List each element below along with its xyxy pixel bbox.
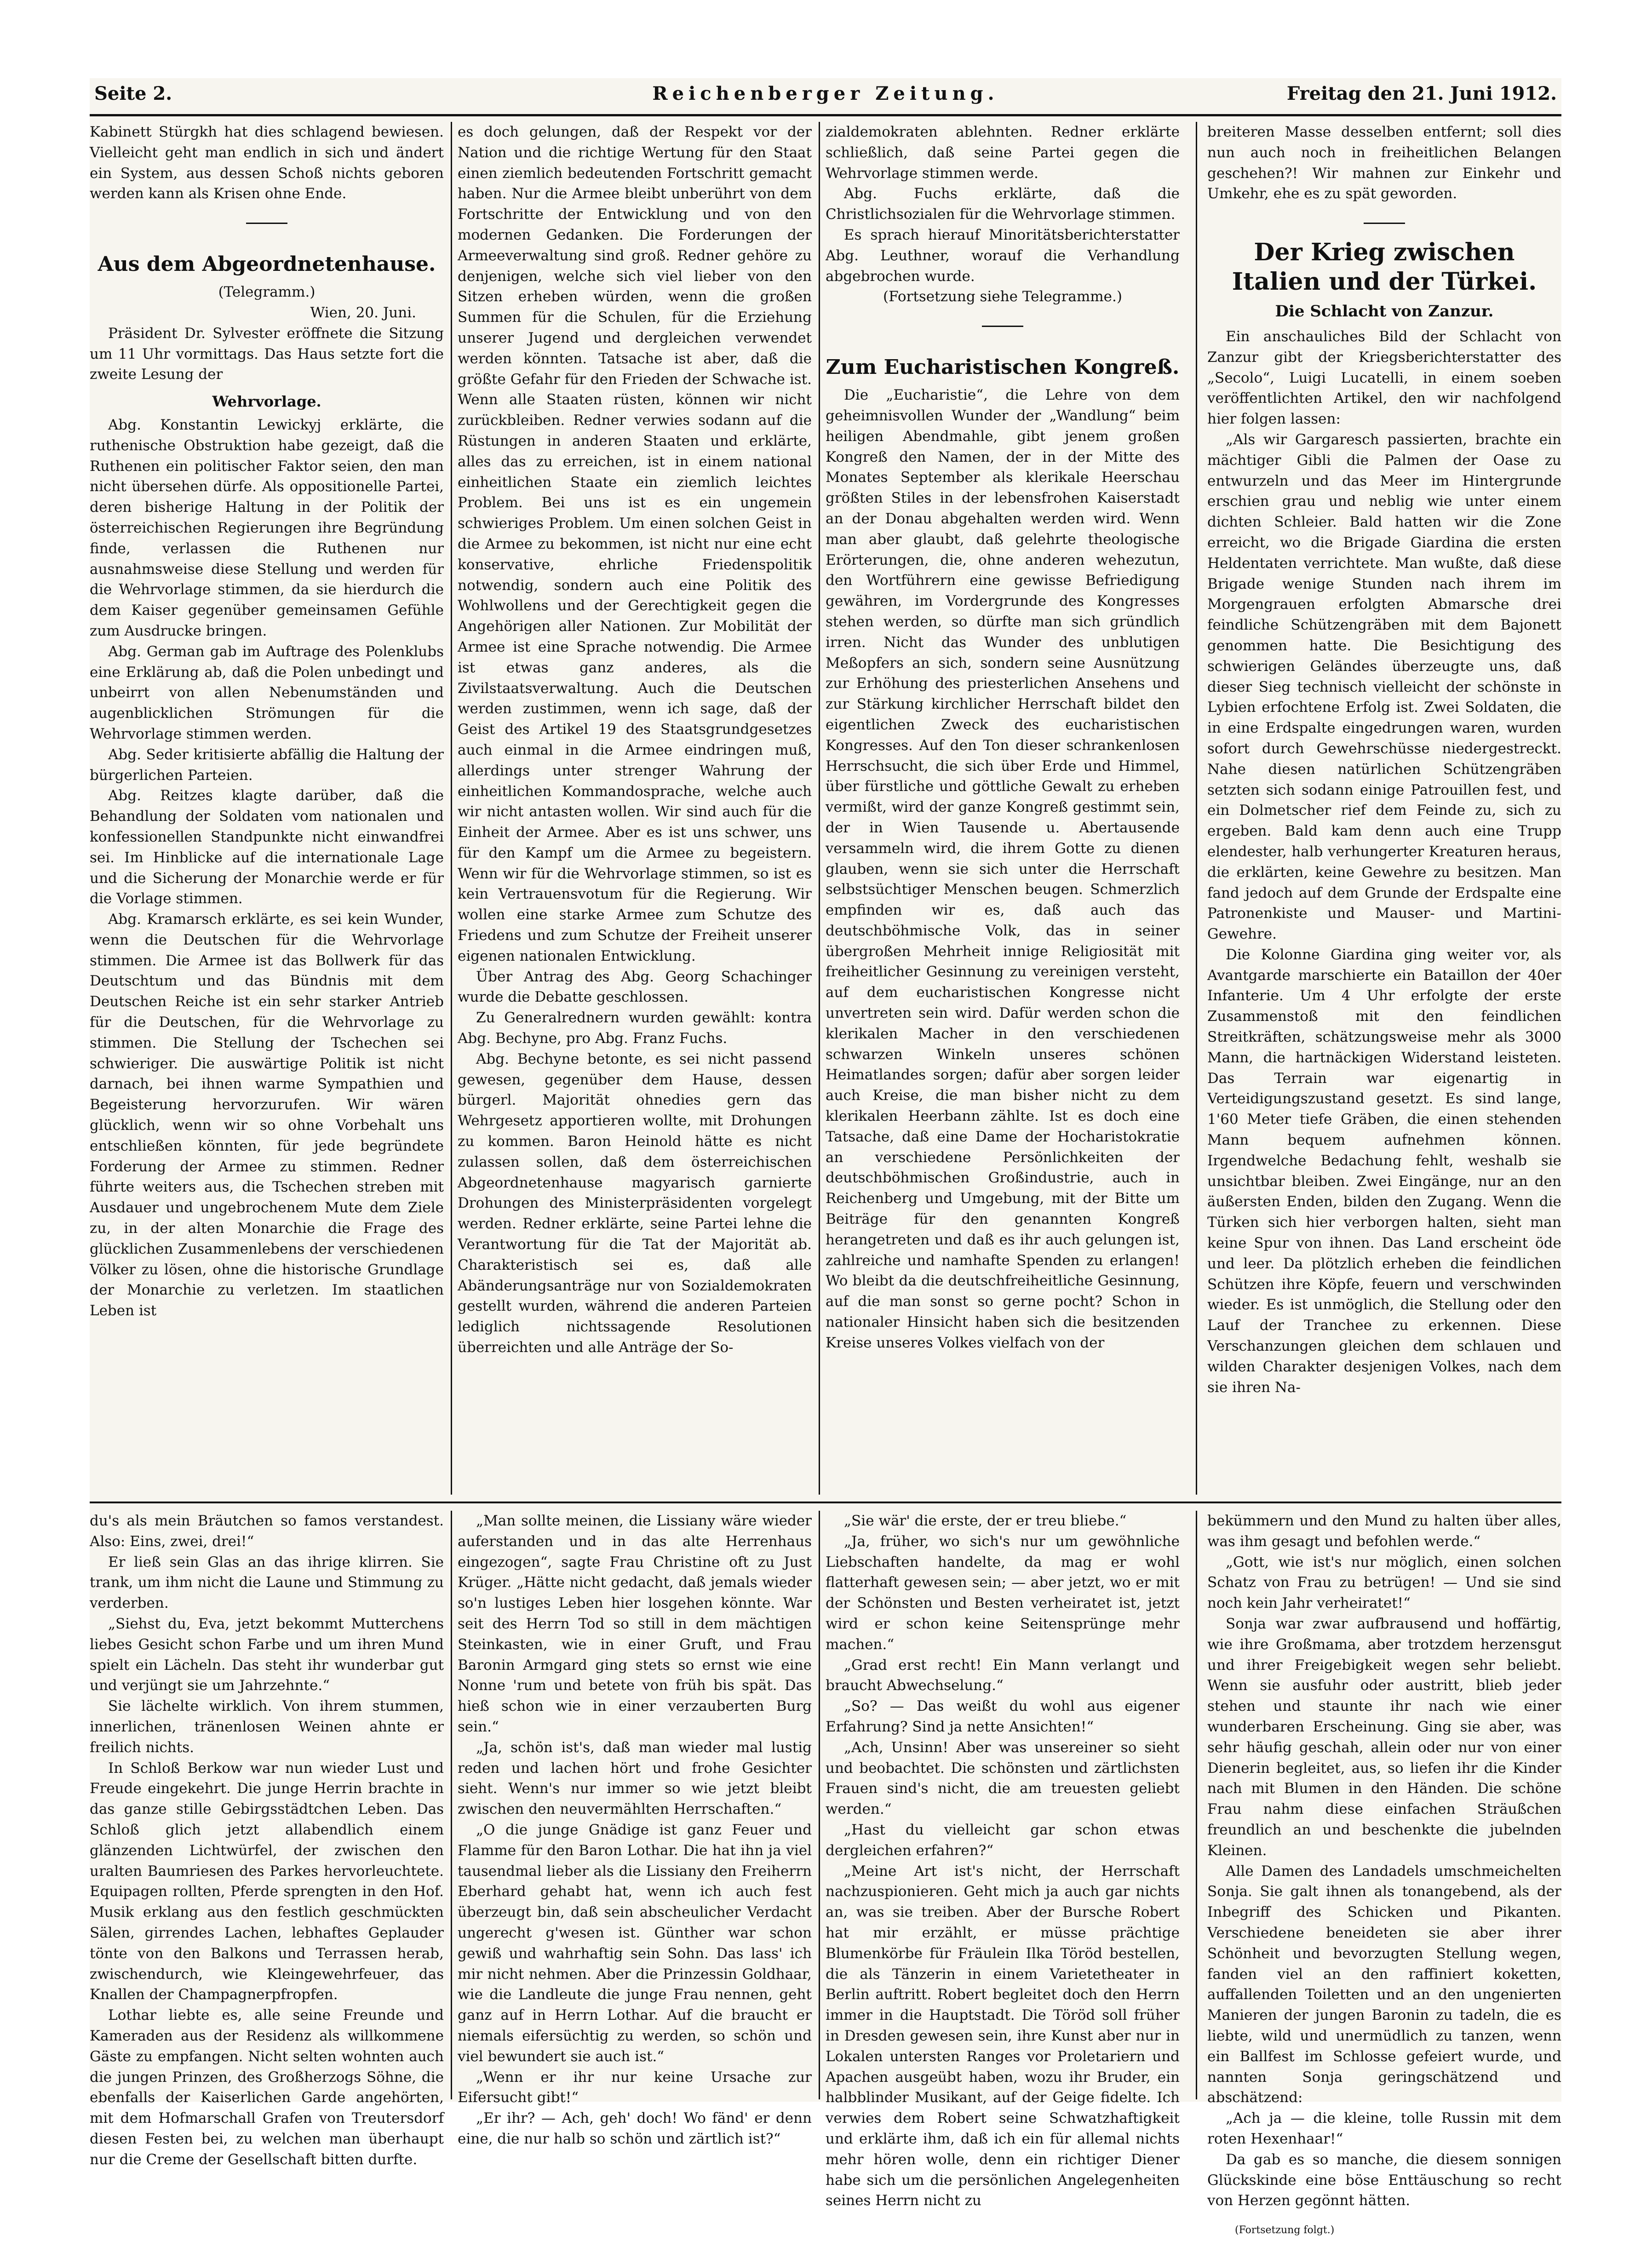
paragraph: Abg. Fuchs erklärte, daß die Christlichsozialen für die Wehrvorlage stimmen.	[826, 185, 1180, 223]
article-heading-congress: Zum Eucharistischen Kongreß.	[826, 355, 1180, 379]
paragraph: Es sprach hierauf Minoritätsberichterstatter Abg. Leuthner, worauf die Verhandlung abgebrochen wurde.	[826, 226, 1180, 285]
paragraph: Abg. German gab im Auftrage des Polenklubs eine Erklärung ab, daß die Polen unbedingt und unbeirrt von allen Nebenumständen und augenblicklichen Strömungen für die Wehrvorlage stimmen werden.	[90, 643, 444, 742]
continuation-note: (Fortsetzung folgt.)	[1235, 2224, 1335, 2236]
paragraph: „So? — Das weißt du wohl aus eigener Erfahrung? Sind ja nette Ansichten!“	[826, 1698, 1180, 1735]
header-rule	[90, 114, 1561, 116]
section-rule	[1364, 223, 1405, 224]
paragraph: Lothar liebte es, alle seine Freunde und Kameraden aus der Residenz als willkommene Gäste zu empfangen. Nicht selten wohnten auch die jungen Prinzen, des Großherzogs Söhne, die ebenfalls der Kaiserlichen Garde angehörten, mit dem Hofmarschall Grafen von Treutersdorf diesen Festen bei, zu welchen man überhaupt nur die Creme der Gesellschaft bitten durfte.	[90, 2007, 444, 2168]
paragraph: Abg. Bechyne betonte, es sei nicht passend gewesen, gegenüber dem Hause, dessen bürgerl. Majorität ohnedies gern das Wehrgesetz apportieren wollte, mit Drohungen zu kommen. Baron Heinold hätte es nicht zulassen sollen, daß dem österreichischen Abgeordnetenhause magyarisch garnierte Drohungen des Ministerpräsidenten vorgelegt werden. Redner erklärte, seine Partei lehne die Verantwortung für die Tat der Majorität ab. Charakteristisch sei es, daß alle Abänderungsanträge nur von Sozialdemokraten gestellt wurden, während die anderen Parteien lediglich nichtssagende Resolutionen überreichten und alle Anträge der So-	[458, 1050, 812, 1356]
paragraph: „Er ihr? — Ach, geh' doch! Wo fänd' er denn eine, die nur halb so schön und zärtlich ist?“	[458, 2110, 812, 2147]
article-heading-war: Der Krieg zwischen Italien und der Türkei.	[1232, 238, 1537, 296]
paragraph: „Grad erst recht! Ein Mann verlangt und braucht Abwechselung.“	[826, 1656, 1180, 1694]
paragraph: Abg. Reitzes klagte darüber, daß die Behandlung der Soldaten vom nationalen und konfessionellen Standpunkte nicht einwandfrei sei. Im Hinblicke auf die internationale Lage und die Sicherung der Monarchie werde er für die Vorlage stimmen.	[90, 787, 444, 907]
feuilleton-column-4	[1207, 1511, 1561, 2236]
paragraph: „Als wir Gargaresch passierten, brachte ein mächtiger Gibli die Palmen der Oase zu entwurzeln und das Meer im Hintergrunde erschien grau und neblig wie unter einem dichten Schleier. Bald hatten wir die Zone erreicht, wo die Brigade Giardina die ersten Heldentaten verrichtete. Man wußte, daß diese Brigade wenige Stunden nach ihrem im Morgengrauen erfolgten Abmarsche drei feindliche Schützengräben mit dem Bajonett genommen hatte. Die Besichtigung des schwierigen Geländes überzeugte uns, daß dieser Sieg technisch vielleicht der schönste in Lybien erfochtene Erfolg ist. Zwei Soldaten, die in eine Erdspalte eingedrungen waren, wurden sofort durch Gewehrschüsse niedergestreckt. Nahe diesen natürlichen Schützengräben setzten sich sodann einige Patrouillen fest, und ein Dolmetscher rief dem Feinde zu, sich zu ergeben. Bald kam denn auch eine Trupp elendester, halb verhungerter Kreaturen heraus, die erklärten, keine Gewehre zu besitzen. Man fand jedoch auf dem Grunde der Erdspalte eine Patronenkiste und Mauser- und Martini-Gewehre.	[1207, 431, 1561, 943]
paragraph: breiteren Masse desselben entfernt; soll dies nun auch noch in freiheitlichen Belangen geschehen?! Wir mahnen zur Einkehr und Umkehr, ehe es zu spät geworden.	[1207, 124, 1561, 202]
feuilleton-rule	[90, 1502, 1561, 1503]
paragraph: Da gab es so manche, die diesem sonnigen Glückskinde eine böse Enttäuschung so recht von Herzen gegönnt hätten.	[1207, 2151, 1561, 2209]
paragraph: zialdemokraten ablehnten. Redner erklärte schließlich, daß seine Partei gegen die Wehrvorlage stimmen werde.	[826, 124, 1180, 182]
paragraph: „Ja, schön ist's, daß man wieder mal lustig reden und lachen hört und frohe Gesichter sieht. Wenn's nur immer so wie jetzt bleibt zwischen den neuvermählten Herrschaften.“	[458, 1739, 812, 1818]
paragraph: „Sie wär' die erste, der er treu bliebe.“	[844, 1513, 1127, 1529]
newspaper-page	[90, 78, 1561, 2236]
paragraph: In Schloß Berkow war nun wieder Lust und Freude eingekehrt. Die junge Herrin brachte in das ganze stille Gebirgsstädtchen Leben. Das Schloß glich jetzt allabendlich einem glänzenden Lichtwürfel, der zwischen den uralten Baumriesen des Parkes hervorleuchtete. Equipagen rollten, Pferde sprengten in den Hof. Musik erklang aus den festlich geschmückten Sälen, girrendes Lachen, lebhaftes Geplauder tönte von den Balkons und Terrassen herab, zwischendurch, wie Kleingewehrfeuer, das Knallen der Champagnerpfropfen.	[90, 1760, 444, 2003]
column-divider	[819, 122, 820, 1495]
paragraph: Die „Eucharistie“, die Lehre von dem geheimnisvollen Wunder der „Wandlung“ beim heiligen Abendmahle, gibt jenem großen Kongreß den Namen, der in der Mitte des Monates September als klerikale Heerschau größten Stiles in der lebensfrohen Kaiserstadt an der Donau abgehalten werden wird. Wenn man aber glaubt, daß gelehrte theologische Erörterungen, die, ohne anderen wehezutun, den Wortführern eine gewisse Befriedigung gewähren, im Vordergrunde des Kongresses stehen werden, so dürfte man sich gründlich irren. Nicht das Wunder des unblutigen Meßopfers an sich, sondern seine Ausnützung zur Erhöhung des priesterlichen Ansehens und zur Stärkung kirchlicher Herrschaft bildet den eigentlichen Zweck des eucharistischen Kongresses. Auf den Ton dieser schrankenlosen Herrschsucht, die sich über Erde und Himmel, über fürstliche und göttliche Gewalt zu erheben vermißt, wird der ganze Kongreß gestimmt sein, der in Wien Tausende u. Abertausende versammeln wird, die ihrem Gotte zu dienen glauben, wenn sie sich unter die Herrschaft selbstsüchtiger Menschen beugen. Schmerzlich empfinden wir es, daß auch das deutschböhmische Volk, das in seiner übergroßen Mehrheit innige Religiosität mit freiheitlicher Gesinnung zu vereinigen versteht, auf dem eucharistischen Kongresse nicht unvertreten sein wird. Dafür werden schon die klerikalen Macher in den verschiedenen schwarzen Winkeln unseres schönen Heimatlandes sorgen; dafür aber sorgen leider auch Kreise, die man bisher nicht zu dem klerikalen Heerbann zählte. Ist es doch eine Tatsache, daß eine Dame der Hocharistokratie an verschiedene Persönlichkeiten der deutschböhmischen Großindustrie, auch in Reichenberg und Umgebung, mit der Bitte um Beiträge für den genannten Kongreß herangetreten und daß es ihr auch gelungen ist, zahlreiche und namhafte Spenden zu erlangen! Wo bleibt da die deutschfreiheitliche Gesinnung, auf die man sonst so gerne pocht? Schon in nationaler Hinsicht haben sich die besitzenden Kreise unseres Volkes vielfach von der	[826, 387, 1180, 1351]
column-2	[458, 122, 812, 1495]
column-divider	[1196, 1511, 1197, 2099]
paragraph: Die Kolonne Giardina ging weiter vor, als Avantgarde marschierte ein Bataillon der 40er Infanterie. Um 4 Uhr erfolgte der erste Zusammenstoß mit den feindlichen Streitkräften, schätzungsweise mehr als 3000 Mann, die hartnäckigen Widerstand leisteten. Das Terrain war eigenartig in Verteidigungszustand gesetzt. Es sind lange, 1'60 Meter tiefe Gräben, die einen stehenden Mann bequem aufnehmen können. Irgendwelche Bedachung fehlt, weshalb sie unsichtbar bleiben. Zwei Eingänge, nur an den äußersten Enden, bilden den Zugang. Wenn die Türken sich hier verborgen halten, sieht man keine Spur von ihnen. Das Land erscheint öde und leer. Da plötzlich erheben die feindlichen Schützen ihre Köpfe, feuern und verschwinden wieder. Es ist unmöglich, die Stellung oder den Lauf der Tranchee zu erkennen. Diese Verschanzungen gleichen dem schlauen und wilden Charakter desjenigen Volkes, nach dem sie ihren Na-	[1207, 946, 1561, 1396]
feuilleton-column-3	[826, 1511, 1180, 2209]
column-divider	[451, 1511, 452, 2099]
paragraph: „O die junge Gnädige ist ganz Feuer und Flamme für den Baron Lothar. Die hat ihn ja viel tausendmal lieber als die Lissiany den Freiherrn Eberhard gehabt hat, wenn ich auch fest überzeugt bin, daß sein abscheulicher Verdacht ungerecht g'wesen ist. Günther war schon gewiß und wahrhaftig sein Sohn. Das lass' ich mir nicht nehmen. Aber die Prinzessin Goldhaar, wie die Landleute die junge Frau nennen, geht ganz auf in Herrn Lothar. Auf die braucht er niemals eifersüchtig zu werden, so schön und viel bewundert sie auch ist.“	[458, 1821, 812, 2065]
section-rule	[246, 223, 287, 224]
paragraph: bekümmern und den Mund zu halten über alles, was ihm gesagt und befohlen werde.“	[1207, 1513, 1561, 1550]
paragraph: Alle Damen des Landadels umschmeichelten Sonja. Sie galt ihnen als tonangebend, als der Inbegriff des Schicken und Pikanten. Verschiedene beneideten sie aber ihrer Schönheit und bevorzugten Stellung wegen, fanden viel an den raffiniert koketten, auffallenden Toiletten und an den ungenierten Manieren der jungen Baronin zu tadeln, die es liebte, wild und unermüdlich zu tanzen, wenn ein Ballfest im Schlosse gefeiert wurde, und nannten Sonja geringschätzend und abschätzend:	[1207, 1863, 1561, 2106]
paragraph: Ein anschauliches Bild der Schlacht von Zanzur gibt der Kriegsberichterstatter des „Secolo“, Luigi Lucatelli, in einem soeben veröffentlichten Artikel, den wir nachfolgend hier folgen lassen:	[1207, 328, 1561, 428]
column-divider	[451, 122, 452, 1495]
masthead	[90, 83, 1561, 115]
paragraph: „Gott, wie ist's nur möglich, einen solchen Schatz von Frau zu betrügen! — Und sie sind noch kein Jahr verheiratet!“	[1207, 1553, 1561, 1612]
paragraph: du's als mein Bräutchen so famos verstandest. Also: Eins, zwei, drei!“	[90, 1513, 444, 1550]
paragraph: es doch gelungen, daß der Respekt vor der Nation und die richtige Wertung für den Staat einen ziemlich bedeutenden Fortschritt gemacht haben. Nur die Armee bleibt unberührt von dem Fortschritte der Entwicklung und von den modernen Gedanken. Die Forderungen der Armeeverwaltung sind groß. Redner gehöre zu denjenigen, welche sich viel lieber von den Sitzen erheben würden, wenn die großen Summen für die Schulen, für die Erziehung unserer Jugend und dergleichen verwendet werden könnten. Tatsache ist aber, daß die größte Gefahr für den Frieden der Schwache ist. Wenn alle Staaten rüsten, können wir nicht zurückbleiben. Redner verwies sodann auf die Rüstungen in anderen Staaten und erklärte, alles das zu erreichen, ist in einem national einheitlichen Staate ein ziemlich leichtes Problem. Bei uns ist es ein ungemein schwieriges Problem. Um einen solchen Geist in die Armee zu bekommen, ist nicht nur eine echt konservative, ehrliche Friedenspolitik notwendig, sondern auch eine Politik des Wohlwollens und der Gerechtigkeit gegen die Angehörigen aller Nationen. Zur Mobilität der Armee ist eine Sprache notwendig. Die Armee ist etwas ganz anderes, als die Zivilstaatsverwaltung. Auch die Deutschen werden zustimmen, wenn ich sage, daß der Geist des Artikel 19 des Staatsgrundgesetzes auch einmal in die Armee eindringen muß, allerdings unter strenger Wahrung der einheitlichen Kommandosprache, welche auch wir nicht antasten wollen. Wir sind auch für die Einheit der Armee. Aber es ist uns schwer, uns für den Kampf um die Armee zu begeistern. Wenn wir für die Wehrvorlage stimmen, so ist es kein Vertrauensvotum für die Regierung. Wir wollen eine starke Armee zum Schutze des Friedens und zum Schutze der Freiheit unserer eigenen nationalen Entwicklung.	[458, 124, 812, 964]
paragraph: Kabinett Stürgkh hat dies schlagend bewiesen. Vielleicht geht man endlich in sich und ändert ein System, aus dessen Schoß nichts geboren werden kann als Krisen ohne Ende.	[90, 124, 444, 202]
newspaper-title: Reichenberger Zeitung.	[652, 83, 999, 104]
dateline: Wien, 20. Juni.	[310, 304, 416, 321]
column-divider	[1196, 122, 1197, 1495]
paragraph: Zu Generalrednern wurden gewählt: kontra Abg. Bechyne, pro Abg. Franz Fuchs.	[458, 1009, 812, 1047]
paragraph: „Ja, früher, wo sich's nur um gewöhnliche Liebschaften handelte, da mag er wohl flatterhaft gewesen sein; — aber jetzt, wo er mit der Schönsten und Besten verheiratet ist, jetzt wird er schon keine Seitensprünge mehr machen.“	[826, 1533, 1180, 1653]
article-subheading: Die Schlacht von Zanzur.	[1275, 302, 1494, 321]
article-subheading: (Telegramm.)	[218, 284, 315, 301]
topic-heading: Wehrvorlage.	[212, 393, 321, 411]
paragraph: Abg. Seder kritisierte abfällig die Haltung der bürgerlichen Parteien.	[90, 746, 444, 784]
column-4	[1207, 122, 1561, 1495]
column-divider	[819, 1511, 820, 2099]
column-1	[90, 122, 444, 1495]
paragraph: „Meine Art ist's nicht, der Herrschaft nachzuspionieren. Geht mich ja auch gar nichts an, was sie treiben. Aber der Bursche Robert hat mir erzählt, er müsse prächtige Blumenkörbe für Fräulein Ilka Töröd bestellen, die als Tänzerin in einem Varietetheater in Berlin auftritt. Robert begleitet doch den Herrn immer in die Hauptstadt. Die Töröd soll früher in Dresden gewesen sein, ihre Kunst aber nur in Lokalen untersten Ranges vor Proletariern und Apachen ausgeübt haben, wozu ihr Bruder, ein halbblinder Musikant, auf der Geige fidelte. Ich verwies dem Robert seine Schwatzhaftigkeit und erklärte ihm, daß ich ein für allemal nichts mehr hören wolle, denn ein richtiger Diener habe sich um die persönlichen Angelegenheiten seines Herrn nicht zu	[826, 1863, 1180, 2209]
paragraph: „Hast du vielleicht gar schon etwas dergleichen erfahren?“	[826, 1821, 1180, 1859]
paragraph: „Man sollte meinen, die Lissiany wäre wieder auferstanden und in das alte Herrenhaus eingezogen“, sagte Frau Christine oft zu Just Krüger. „Hätte nicht gedacht, daß jemals wieder so'n lustiges Leben hier losgehen könnte. War seit des Herrn Tod so still in dem mächtigen Steinkasten, wie in einer Gruft, und Frau Baronin Armgard ging stets so ernst wie eine Nonne 'rum und betete von früh bis spät. Das hieß schon wie in einer verzauberten Burg sein.“	[458, 1513, 812, 1735]
article-heading-parliament: Aus dem Abgeordnetenhause.	[98, 252, 436, 276]
page-number: Seite 2.	[94, 83, 172, 104]
issue-date: Freitag den 21. Juni 1912.	[1286, 83, 1557, 104]
paragraph: Abg. Konstantin Lewickyj erklärte, die ruthenische Obstruktion habe gezeigt, daß die Ruthenen ein politischer Faktor seien, den man nicht übersehen dürfe. Als oppositionelle Partei, deren bisherige Haltung in der Politik der österreichischen Regierungen ihre Begründung finde, verlassen die Ruthenen nur ausnahmsweise diese Stellung und werden für die Wehrvorlage stimmen, da sie hierdurch die dem Kaiser gegenüber gemeinsamen Gefühle zum Ausdrucke bringen.	[90, 416, 444, 639]
column-3	[826, 122, 1180, 1495]
paragraph: Sonja war zwar aufbrausend und hoffärtig, wie ihre Großmama, aber trotzdem herzensgut und ihrer Freigebigkeit wegen sehr beliebt. Wenn sie ausfuhr oder austritt, blieb jeder stehen und staunte ihr nach wie einer wunderbaren Erscheinung. Ging sie aber, was sehr häufig geschah, allein oder nur von einer Dienerin begleitet, aus, so liefen ihr die Kinder nach mit Blumen in den Händen. Die schöne Frau nahm diese einfachen Sträußchen freundlich an und beschenkte die jubelnden Kleinen.	[1207, 1615, 1561, 1859]
feuilleton-column-1	[90, 1511, 444, 2168]
paragraph: Über Antrag des Abg. Georg Schachinger wurde die Debatte geschlossen.	[458, 968, 812, 1006]
paragraph: Präsident Dr. Sylvester eröffnete die Sitzung um 11 Uhr vormittags. Das Haus setzte fort die zweite Lesung der	[90, 325, 444, 383]
paragraph: „Wenn er ihr nur keine Ursache zur Eifersucht gibt!“	[458, 2069, 812, 2106]
continuation-note: (Fortsetzung siehe Telegramme.)	[883, 288, 1122, 305]
paragraph: „Siehst du, Eva, jetzt bekommt Mutterchens liebes Gesicht schon Farbe und um ihren Mund spielt ein Lächeln. Das steht ihr wunderbar gut und verjüngt sie um Jahrzehnte.“	[90, 1615, 444, 1694]
paragraph: Abg. Kramarsch erklärte, es sei kein Wunder, wenn die Deutschen für die Wehrvorlage stimmen. Die Armee ist das Bollwerk für das Deutschtum und das Bündnis mit dem Deutschen Reiche ist ein sehr starker Antrieb für die Deutschen, für die Wehrvorlage zu stimmen. Die Stellung der Tschechen sei schwieriger. Die auswärtige Politik ist nicht darnach, bei ihnen warme Sympathien und Begeisterung hervorzurufen. Wir wären glücklich, wenn wir so ohne Vorbehalt uns entschließen könnten, für jede begründete Forderung der Armee zu stimmen. Redner führte weiters aus, die Tschechen streben mit Ausdauer und ungebrochenem Mute dem Ziele zu, in der alten Monarchie die Frage des glücklichen Zusammenlebens der verschiedenen Völker zu lösen, ohne die historische Grundlage der Monarchie zu verletzen. Im staatlichen Leben ist	[90, 911, 444, 1319]
paragraph: „Ach ja — die kleine, tolle Russin mit dem roten Hexenhaar!“	[1207, 2110, 1561, 2147]
paragraph: „Ach, Unsinn! Aber was unsereiner so sieht und beobachtet. Die schönsten und zärtlichsten Frauen sind's nicht, die am treuesten geliebt werden.“	[826, 1739, 1180, 1818]
feuilleton-column-2	[458, 1511, 812, 2147]
section-rule	[982, 326, 1023, 327]
paragraph: Sie lächelte wirklich. Von ihrem stummen, innerlichen, tränenlosen Weinen ahnte er freilich nichts.	[90, 1698, 444, 1756]
paragraph: Er ließ sein Glas an das ihrige klirren. Sie trank, um ihm nicht die Laune und Stimmung zu verderben.	[90, 1553, 444, 1612]
